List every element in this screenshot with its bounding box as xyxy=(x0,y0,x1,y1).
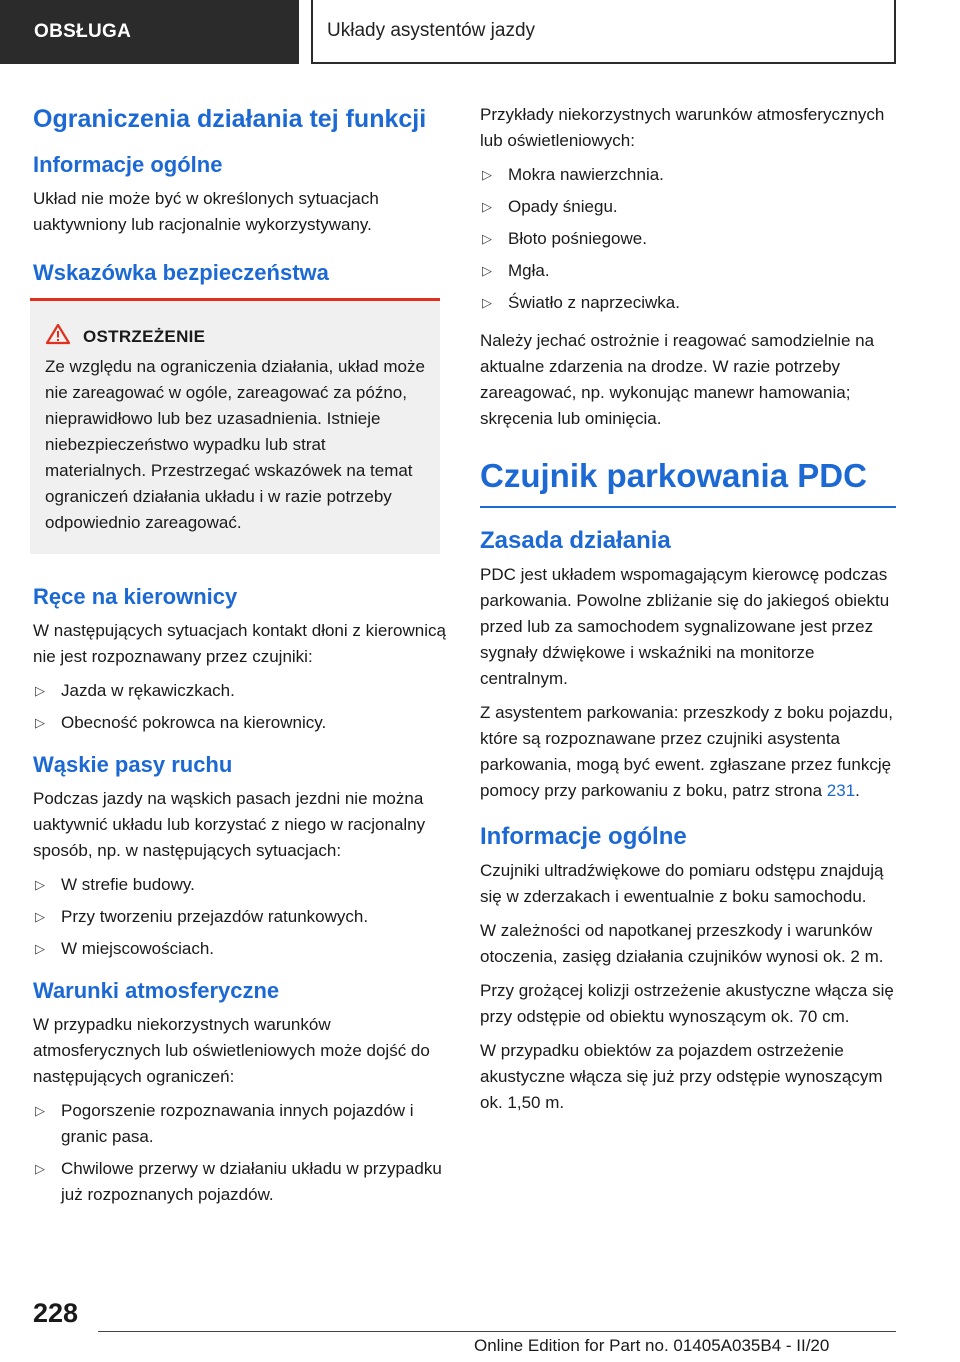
triangle-right-icon: ▷ xyxy=(482,231,492,246)
info-text-4: W przypadku obiektów za pojazdem ostrzeżenie akustyczne włącza się już przy odstępie wynoszącym ok. 1,50 m. xyxy=(480,1041,883,1112)
triangle-right-icon: ▷ xyxy=(35,683,45,698)
list-item: ▷ Błoto pośniegowe. xyxy=(480,226,896,252)
info-text-2: W zależności od napotkanej przeszkody i warunków otoczenia, zasięg działania czujników wynosi ok. 2 m. xyxy=(480,921,884,966)
triangle-right-icon: ▷ xyxy=(482,167,492,182)
list-item: ▷ Jazda w rękawiczkach. xyxy=(33,678,449,704)
list-item: ▷ Mokra nawierzchnia. xyxy=(480,162,896,188)
assistant-text: Z asystentem parkowania: przeszkody z boku pojazdu, które są rozpoznawane przez czujniki asystenta parkowania, mogą być ewent. zgłaszane przez funkcję pomocy przy parkowaniu z boku, patrz strona 231. xyxy=(480,703,893,800)
page-header xyxy=(0,0,960,66)
safety-heading: Wskazówka bezpieczeństwa xyxy=(33,260,329,285)
triangle-right-icon: ▷ xyxy=(35,1103,45,1118)
triangle-right-icon: ▷ xyxy=(35,1161,45,1176)
hands-list xyxy=(33,678,449,736)
weather-heading: Warunki atmosferyczne xyxy=(33,978,280,1003)
page-number: 228 xyxy=(33,1298,79,1328)
principle-text: PDC jest układem wspomagającym kierowcę podczas parkowania. Powolne zbliżanie się do jakiegoś obiektu przed lub za samochodem sygnalizowane jest przez sygnały dźwiękowe i wskaźniki na monitorze centralnym. xyxy=(480,565,890,688)
warning-text: Ze względu na ograniczenia działania, układ może nie zareagować w ogóle, zareagować za późno, nieprawidłowo lub bez uzasadnienia. Istnieje niebezpieczeństwo wypadku lub strat materialnych. Przestrzegać wskazówek na temat ograniczeń działania układu i w razie potrzeby odpowiednio zareagować. xyxy=(45,357,425,532)
triangle-right-icon: ▷ xyxy=(482,199,492,214)
list-item: ▷ W strefie budowy. xyxy=(33,872,449,898)
principle-heading: Zasada działania xyxy=(480,527,671,554)
list-item: ▷ Chwilowe przerwy w działaniu układu w przypadku już rozpoznanych pojazdów. xyxy=(33,1156,449,1208)
left-column xyxy=(33,102,449,1220)
section-tab: OBSŁUGA xyxy=(0,0,299,64)
list-item: ▷ Obecność pokrowca na kierownicy. xyxy=(33,710,449,736)
chapter-tab: Układy asystentów jazdy xyxy=(311,0,896,64)
general-text: Układ nie może być w określonych sytuacjach uaktywniony lub racjonalnie wykorzystywany. xyxy=(33,189,379,234)
list-item: ▷ Pogorszenie rozpoznawania innych pojazdów i granic pasa. xyxy=(33,1098,449,1150)
page-link[interactable]: 231 xyxy=(826,781,856,800)
warning-triangle-icon xyxy=(45,323,71,350)
edition-footer: Online Edition for Part no. 01405A035B4 - II/20 xyxy=(474,1336,830,1355)
triangle-right-icon: ▷ xyxy=(35,715,45,730)
right-column xyxy=(480,102,896,1130)
pdc-title: Czujnik parkowania PDC xyxy=(480,454,896,508)
hands-text: W następujących sytuacjach kontakt dłoni z kierownicą nie jest rozpoznawany przez czujniki: xyxy=(33,621,446,666)
triangle-right-icon: ▷ xyxy=(482,263,492,278)
triangle-right-icon: ▷ xyxy=(35,941,45,956)
weather-text: W przypadku niekorzystnych warunków atmosferycznych lub oświetleniowych może dojść do następujących ograniczeń: xyxy=(33,1015,430,1086)
info-text-3: Przy grożącej kolizji ostrzeżenie akustyczne włącza się przy odstępie od obiektu wynoszącym ok. 70 cm. xyxy=(480,981,894,1026)
examples-list xyxy=(480,162,896,316)
list-item: ▷ Przy tworzeniu przejazdów ratunkowych. xyxy=(33,904,449,930)
list-item: ▷ Światło z naprzeciwka. xyxy=(480,290,896,316)
warning-header xyxy=(40,323,430,350)
footer-divider xyxy=(98,1331,896,1332)
hands-heading: Ręce na kierownicy xyxy=(33,584,238,609)
general-heading: Informacje ogólne xyxy=(33,152,223,177)
info-heading: Informacje ogólne xyxy=(480,823,687,850)
lanes-heading: Wąskie pasy ruchu xyxy=(33,752,233,777)
list-item: ▷ Opady śniegu. xyxy=(480,194,896,220)
lanes-list xyxy=(33,872,449,962)
lanes-text: Podczas jazdy na wąskich pasach jezdni nie można uaktywnić układu lub korzystać z niego w racjonalny sposób, np. w następujących sytuacjach: xyxy=(33,789,426,860)
info-text-1: Czujniki ultradźwiękowe do pomiaru odstępu znajdują się w zderzakach i ewentualnie z boku samochodu. xyxy=(480,861,884,906)
weather-list xyxy=(33,1098,449,1208)
triangle-right-icon: ▷ xyxy=(35,909,45,924)
list-item: ▷ W miejscowościach. xyxy=(33,936,449,962)
section-title: Ograniczenia działania tej funkcji xyxy=(33,105,427,133)
triangle-right-icon: ▷ xyxy=(482,295,492,310)
triangle-right-icon: ▷ xyxy=(35,877,45,892)
warning-box xyxy=(30,298,440,554)
examples-text: Przykłady niekorzystnych warunków atmosferycznych lub oświetleniowych: xyxy=(480,105,885,150)
careful-text: Należy jechać ostrożnie i reagować samodzielnie na aktualne zdarzenia na drodze. W razie potrzeby zareagować, np. wykonując manewr hamowania; skręcenia lub ominięcia. xyxy=(480,331,875,428)
warning-title: OSTRZEŻENIE xyxy=(83,326,206,346)
list-item: ▷ Mgła. xyxy=(480,258,896,284)
